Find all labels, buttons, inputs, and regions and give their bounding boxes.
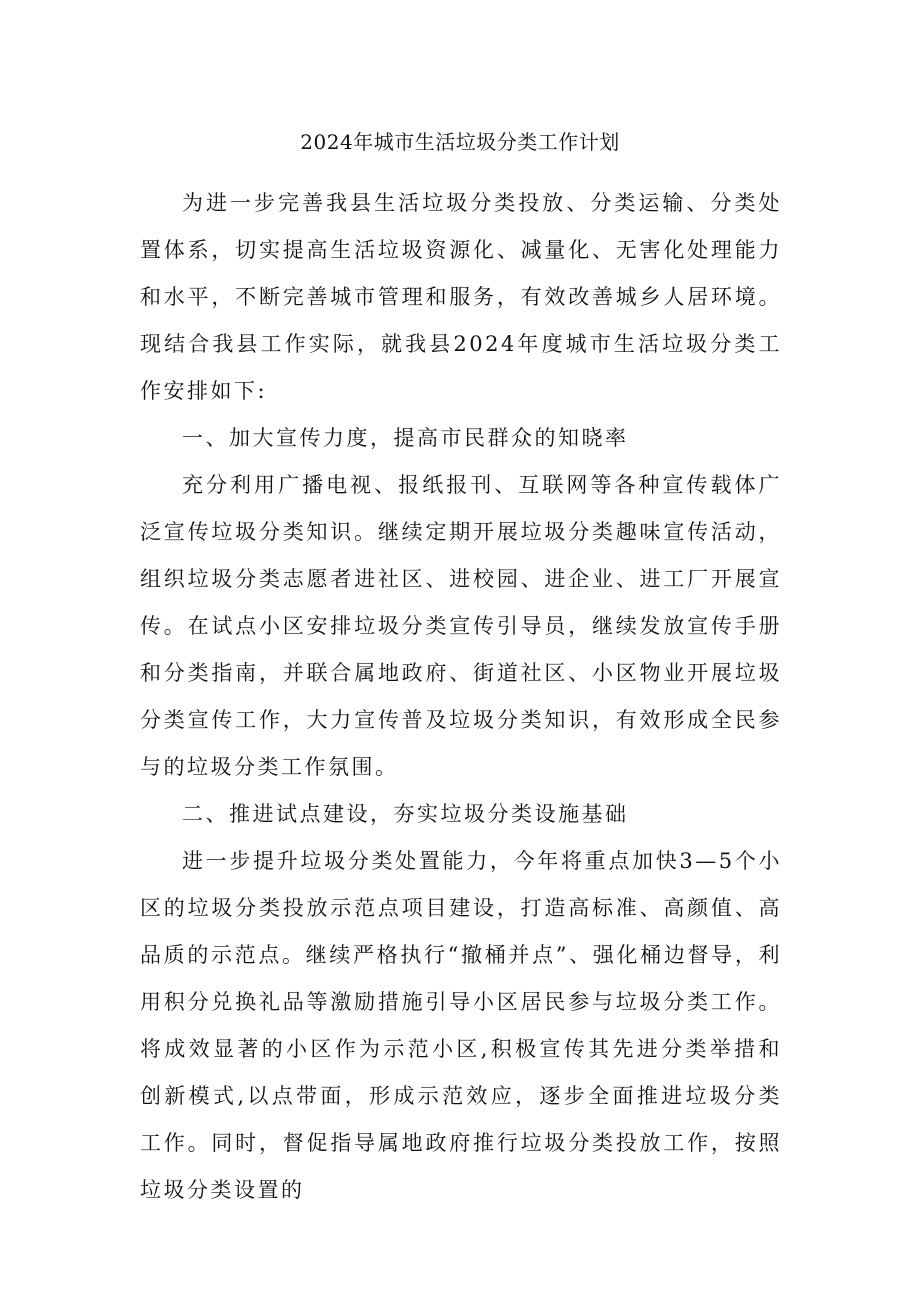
document-body <box>140 180 782 1214</box>
section-1-paragraph: 充分利用广播电视、报纸报刊、互联网等各种宣传载体广泛宣传垃圾分类知识。继续定期开展垃圾分类趣味宣传活动，组织垃圾分类志愿者进社区、进校园、进企业、进工厂开展宣传。在试点小区安排垃圾分类宣传引导员，继续发放宣传手册和分类指南，并联合属地政府、街道社区、小区物业开展垃圾分类宣传工作，大力宣传普及垃圾分类知识，有效形成全民参与的垃圾分类工作氛围。 <box>140 473 782 779</box>
document-title: 2024年城市生活垃圾分类工作计划 <box>300 130 620 154</box>
intro-paragraph: 为进一步完善我县生活垃圾分类投放、分类运输、分类处置体系，切实提高生活垃圾资源化、减量化、无害化处理能力和水平，不断完善城市管理和服务，有效改善城乡人居环境。现结合我县工作实际，就我县2024年度城市生活垃圾分类工作安排如下: <box>140 191 782 403</box>
section-1-heading: 一、加大宣传力度，提高市民群众的知晓率 <box>182 426 629 450</box>
section-2-heading: 二、推进试点建设，夯实垃圾分类设施基础 <box>182 802 629 826</box>
section-2-paragraph: 进一步提升垃圾分类处置能力，今年将重点加快3—5个小区的垃圾分类投放示范点项目建设，打造高标准、高颜值、高品质的示范点。继续严格执行“撤桶并点”、强化桶边督导，利用积分兑换礼品等激励措施引导小区居民参与垃圾分类工作。将成效显著的小区作为示范小区,积极宣传其先进分类举措和创新模式,以点带面，形成示范效应，逐步全面推进垃圾分类工作。同时，督促指导属地政府推行垃圾分类投放工作，按照垃圾分类设置的 <box>140 849 782 1202</box>
